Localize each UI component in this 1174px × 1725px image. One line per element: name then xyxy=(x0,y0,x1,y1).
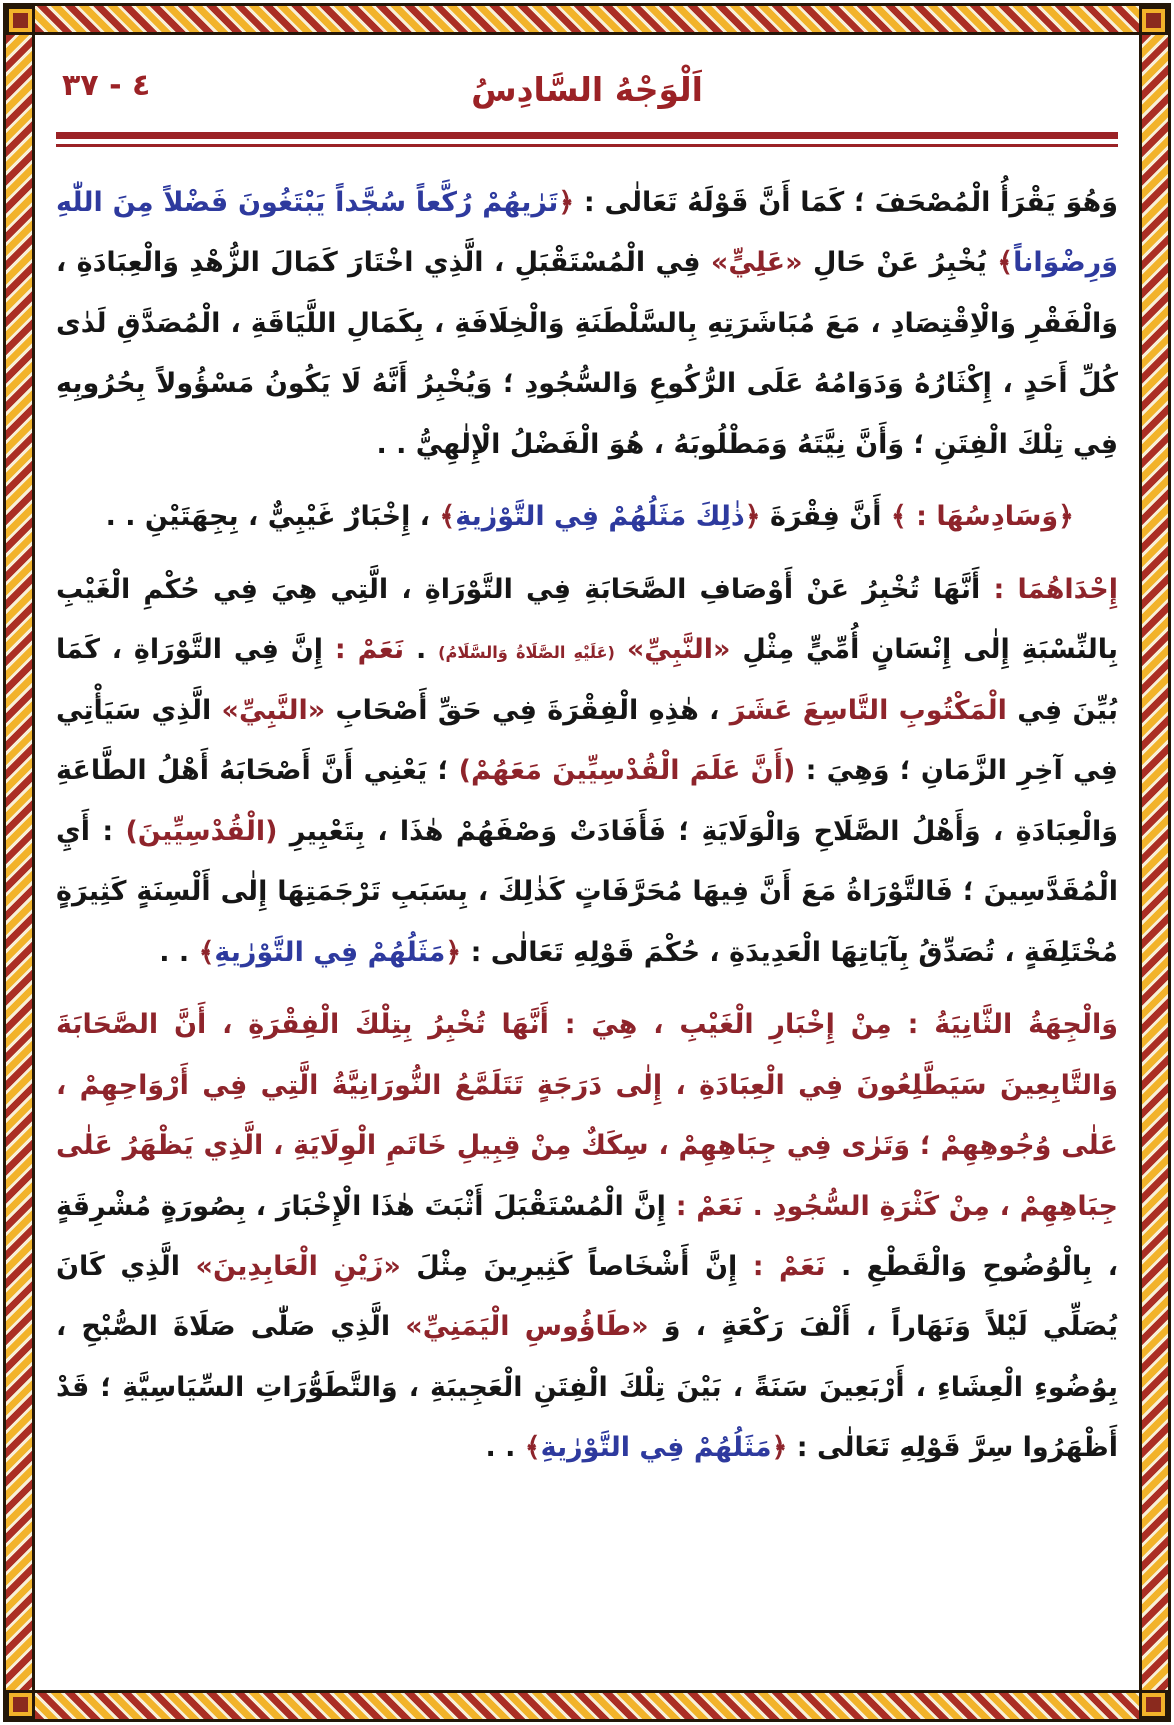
text-segment: (الْقُدْسِيِّينَ) xyxy=(125,815,278,847)
paragraph xyxy=(56,560,1118,983)
text-segment: : أَيِ الْمُقَدَّسِينَ ؛ فَالتَّوْرَاةُ مَعَ أَنَّ فِيهَا مُحَرَّفَاتٍ كَذٰلِكَ ، بِسَبَبِ تَرْجَمَتِهَا إِلٰى أَلْسِنَةٍ كَثِيرَةٍ مُخْتَلِفَةٍ ، تُصَدِّقُ بِآيَاتِهَا الْعَدِيدَةِ ، حُكْمَ قَوْلِهِ تَعَالٰى : xyxy=(56,815,1118,968)
text-segment: ؛ يَعْنِي أَنَّ أَصْحَابَهُ أَهْلُ الطَّاعَةِ وَالْعِبَادَةِ ، وَأَهْلُ الصَّلَاحِ وَالْوَلَايَةِ ؛ فَأَفَادَتْ وَصْفَهُمْ هٰذَا ، بِتَعْبِيرِ xyxy=(56,755,1118,847)
text-segment: «النَّبِيِّ» xyxy=(221,694,326,726)
text-segment: ﴾ xyxy=(198,936,215,968)
text-segment xyxy=(615,634,627,665)
text-segment: أَنَّ فِقْرَةَ xyxy=(760,501,891,533)
text-segment: إِنَّ الْمُسْتَقْبَلَ أَثْبَتَ هٰذَا الْإِخْبَارَ ، بِصُورَةٍ مُشْرِقَةٍ ، بِالْوُضُوحِ وَالْقَطْعِ . xyxy=(56,1190,1118,1282)
text-segment: . . xyxy=(485,1432,525,1464)
text-segment: وَهُوَ يَقْرَأُ الْمُصْحَفَ ؛ كَمَا أَنَّ قَوْلَهُ تَعَالٰى : xyxy=(574,187,1118,218)
page-content xyxy=(46,40,1128,1685)
border-corner-top-right xyxy=(1139,6,1168,35)
text-segment: الَّذِي صَلّٰى صَلَاةَ الصُّبْحِ ، بِوُضُوءِ الْعِشَاءِ ، أَرْبَعِينَ سَنَةً ، بَيْنَ تِلْكَ الْفِتَنِ الْعَجِيبَةِ ، وَالتَّطَوُّرَاتِ السِّيَاسِيَّةِ ؛ قَدْ أَظْهَرُوا سِرَّ قَوْلِهِ تَعَالٰى : xyxy=(56,1311,1118,1464)
text-segment: . xyxy=(404,634,439,666)
text-segment: «زَيْنِ الْعَابِدِينَ» xyxy=(195,1250,401,1282)
page-header xyxy=(56,58,1118,122)
text-segment: ﴿ xyxy=(771,1432,788,1464)
text-segment: ﴾ xyxy=(439,501,456,533)
text-body xyxy=(56,173,1118,1479)
text-segment: . . xyxy=(159,936,199,968)
text-segment: مَثَلُهُمْ فِي التَّوْرٰيةِ xyxy=(214,936,446,968)
text-segment: (أَنَّ عَلَمَ الْقُدْسِيِّينَ مَعَهُمْ) xyxy=(458,755,796,787)
ornamental-border-left xyxy=(6,6,35,1719)
text-segment: إِحْدَاهُمَا : xyxy=(980,573,1118,605)
text-segment: ، هٰذِهِ الْفِقْرَةَ فِي حَقِّ أَصْحَابِ xyxy=(325,694,730,726)
paragraph xyxy=(56,487,1118,547)
text-segment: تَرٰيهُمْ رُكَّعاً سُجَّداً يَبْتَغُونَ فَضْلاً مِنَ اللّٰهِ وَرِضْوَاناً xyxy=(56,187,1118,279)
text-segment: إِنَّ أَشْخَاصاً كَثِيرِينَ مِثْلَ xyxy=(400,1250,738,1282)
text-segment: وَالْجِهَةُ الثَّانِيَةُ : مِنْ إِخْبَارِ الْغَيْبِ ، هِيَ : أَنَّهَا تُخْبِرُ بِتِلْكَ الْفِقْرَةِ ، أَنَّ الصَّحَابَةَ وَالتَّابِعِينَ سَيَطَّلِعُونَ فِي الْعِبَادَةِ ، إِلٰى دَرَجَةٍ تَتَلَمَّعُ النُّورَانِيَّةُ الَّتِي فِي أَرْوَاحِهِمْ ، عَلٰى وُجُوهِهِمْ ؛ وَتَرٰى فِي جِبَاهِهِمْ ، سِكَكٌ مِنْ قِبِيلِ خَاتَمِ الْوِلَايَةِ ، الَّذِي يَظْهَرُ عَلٰى جِبَاهِهِمْ ، مِنْ كَثْرَةِ السُّجُودِ . نَعَمْ : xyxy=(56,1009,1118,1222)
text-segment: نَعَمْ : xyxy=(737,1250,826,1282)
border-corner-bottom-left xyxy=(6,1690,35,1719)
text-segment: ﴿ xyxy=(558,187,575,218)
text-segment: ، إِخْبَارٌ غَيْبِيٌّ ، بِجِهَتَيْنِ . . xyxy=(105,501,440,533)
text-segment: ﴾ xyxy=(524,1432,541,1464)
header-rule-thin xyxy=(56,144,1118,147)
text-segment: يُخْبِرُ عَنْ حَالِ xyxy=(802,247,998,279)
text-segment: ﴿ xyxy=(445,936,462,968)
border-corner-top-left xyxy=(6,6,35,35)
text-segment: مَثَلُهُمْ فِي التَّوْرٰيةِ xyxy=(540,1432,772,1464)
ornamental-border-bottom xyxy=(6,1690,1168,1719)
text-segment: «عَلِيٍّ» xyxy=(710,247,803,279)
text-segment: الَّذِي سَيَأْتِي فِي آخِرِ الزَّمَانِ ؛ وَهِيَ : xyxy=(56,694,1118,787)
paragraph xyxy=(56,173,1118,475)
text-segment: «النَّبِيِّ» xyxy=(626,634,731,666)
text-segment: «طَاؤُوسِ الْيَمَنِيِّ» xyxy=(405,1311,649,1343)
text-segment: الَّذِي كَانَ يُصَلِّي لَيْلاً وَنَهَاراً ، أَلْفَ رَكْعَةٍ ، وَ xyxy=(56,1250,1118,1343)
text-segment: فِي الْمُسْتَقْبَلِ ، الَّذِي اخْتَارَ كَمَالَ الزُّهْدِ وَالْعِبَادَةِ ، وَالْفَقْرِ وَالْاِقْتِصَادِ ، مَعَ مُبَاشَرَتِهِ بِالسَّلْطَنَةِ وَالْخِلَافَةِ ، بِكَمَالِ اللَّيَاقَةِ ، الْمُصَدَّقِ لَدٰى كُلِّ أَحَدٍ ، إِكْثَارُهُ وَدَوَامُهُ عَلَى الرُّكُوعِ وَالسُّجُودِ ؛ وَيُخْبِرُ أَنَّهُ لَا يَكُونُ مَسْؤُولاً بِحُرُوبِهِ فِي تِلْكَ الْفِتَنِ ؛ وَأَنَّ نِيَّتَهُ وَمَطْلُوبَهُ ، هُوَ الْفَضْلُ الْإِلٰهِيُّ . . xyxy=(56,247,1118,460)
text-segment: ﴿وَسَادِسُهَا : ﴾ xyxy=(890,501,1074,533)
ornamental-border-top xyxy=(6,6,1168,35)
text-segment: الْمَكْتُوبِ التَّاسِعَ عَشَرَ xyxy=(729,694,1007,726)
text-segment: نَعَمْ : xyxy=(323,634,405,666)
paragraph xyxy=(56,995,1118,1479)
text-segment: ﴾ xyxy=(997,247,1014,279)
header-rules xyxy=(56,132,1118,147)
ornamental-border-right xyxy=(1139,6,1168,1719)
text-segment: (عَلَيْهِ الصَّلَاةُ وَالسَّلَامُ) xyxy=(438,643,615,663)
page-number: ٣٧ - ٤ xyxy=(62,68,151,103)
header-rule-thick xyxy=(56,132,1118,139)
text-segment: ذٰلِكَ مَثَلُهُمْ فِي التَّوْرٰيةِ xyxy=(455,501,745,533)
text-segment: ﴿ xyxy=(744,501,761,533)
text-segment: أَنَّهَا تُخْبِرُ عَنْ أَوْصَافِ الصَّحَابَةِ فِي التَّوْرَاةِ ، الَّتِي هِيَ فِي حُكْمِ الْغَيْبِ بِالنِّسْبَةِ إِلٰى إِنْسَانٍ أُمِّيٍّ مِثْلِ xyxy=(56,573,1118,666)
border-corner-bottom-right xyxy=(1139,1690,1168,1719)
page-title: اَلْوَجْهُ السَّادِسُ xyxy=(471,70,703,109)
text-segment: إِنَّ فِي التَّوْرَاةِ ، كَمَا بُيِّنَ فِي xyxy=(56,634,1119,726)
